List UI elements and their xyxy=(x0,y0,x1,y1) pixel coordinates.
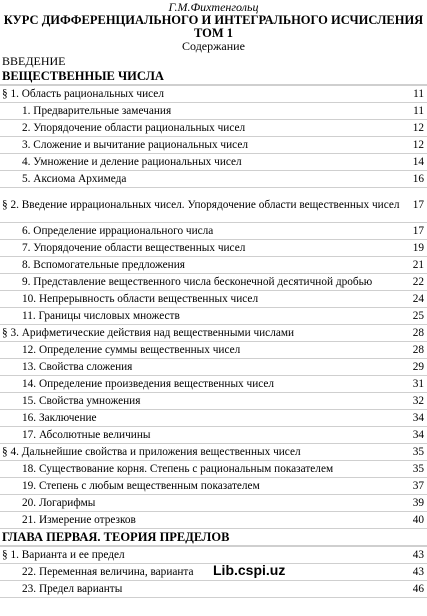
toc-entry-page: 32 xyxy=(412,395,424,407)
toc-row[interactable] xyxy=(0,427,427,444)
toc-entry-page: 25 xyxy=(412,310,424,322)
section-heading-real-numbers: ВЕЩЕСТВЕННЫЕ ЧИСЛА xyxy=(0,68,427,85)
toc-entry-title: 13. Свойства сложения xyxy=(22,361,133,373)
toc-row[interactable] xyxy=(0,461,427,478)
toc-row[interactable] xyxy=(0,274,427,291)
toc-entry-page: 34 xyxy=(412,429,424,441)
toc-entry-page: 24 xyxy=(412,293,424,305)
toc-entry-page: 12 xyxy=(412,122,424,134)
toc-entry-title: 20. Логарифмы xyxy=(22,497,96,509)
toc-row[interactable] xyxy=(0,393,427,410)
toc-entry-page: 17 xyxy=(412,199,424,211)
toc-entry-title: § 1. Область рациональных чисел xyxy=(2,88,164,100)
toc-entry-title: 9. Представление вещественного числа бесконечной десятичной дробью xyxy=(22,276,373,288)
toc-entry-page: 40 xyxy=(412,514,424,526)
section-heading-limits: ГЛАВА ПЕРВАЯ. ТЕОРИЯ ПРЕДЕЛОВ xyxy=(0,529,427,546)
toc-row[interactable] xyxy=(0,137,427,154)
toc-entry-page: 11 xyxy=(413,88,424,100)
toc-entry-page: 28 xyxy=(412,327,424,339)
toc-entry-title: 6. Определение иррационального числа xyxy=(22,225,214,237)
toc-entry-title: 14. Определение произведения вещественных чисел xyxy=(22,378,275,390)
author: Г.М.Фихтенгольц xyxy=(168,0,259,14)
toc-entry-page: 12 xyxy=(412,139,424,151)
toc-entry-title: § 3. Арифметические действия над вещественными числами xyxy=(2,327,295,339)
toc-row[interactable] xyxy=(0,257,427,274)
toc-row[interactable] xyxy=(0,291,427,308)
toc-entry-page: 35 xyxy=(412,463,424,475)
contents-heading: Содержание xyxy=(182,39,245,53)
toc-entry-page: 43 xyxy=(412,549,424,561)
toc-entry-title: 22. Переменная величина, варианта xyxy=(22,566,194,578)
toc-row[interactable] xyxy=(0,495,427,512)
toc-row[interactable] xyxy=(0,325,427,342)
toc-row[interactable] xyxy=(0,342,427,359)
toc-entry-page: 22 xyxy=(412,276,424,288)
toc-entry-page: 29 xyxy=(412,361,424,373)
toc-row[interactable] xyxy=(0,171,427,188)
toc-entry-title: 5. Аксиома Архимеда xyxy=(22,173,127,185)
toc-row[interactable] xyxy=(0,512,427,529)
toc-entry-page: 17 xyxy=(412,225,424,237)
toc-entry-page: 19 xyxy=(412,242,424,254)
toc-entry-page: 11 xyxy=(413,105,424,117)
toc-row[interactable] xyxy=(0,359,427,376)
toc-entry-page: 31 xyxy=(412,378,424,390)
toc-entry-page: 39 xyxy=(412,497,424,509)
watermark: Lib.cspi.uz xyxy=(213,562,286,578)
toc-entry-title: 8. Вспомогательные предложения xyxy=(22,259,185,271)
toc-entry-page: 35 xyxy=(412,446,424,458)
toc-entry-page: 46 xyxy=(412,583,424,595)
toc-entry-title: 10. Непрерывность области вещественных чисел xyxy=(22,293,259,305)
toc-entry-title: § 1. Варианта и ее предел xyxy=(2,549,125,561)
toc-row[interactable] xyxy=(0,86,427,103)
intro-heading: ВВЕДЕНИЕ xyxy=(2,54,66,68)
toc-entry-title: 3. Сложение и вычитание рациональных чисел xyxy=(22,139,248,151)
toc-entry-page: 43 xyxy=(412,566,424,578)
toc-entry-page: 28 xyxy=(412,344,424,356)
toc-entry-title: 19. Степень с любым вещественным показателем xyxy=(22,480,260,492)
toc-entry-title: 21. Измерение отрезков xyxy=(22,514,136,526)
toc-row[interactable] xyxy=(0,188,427,223)
toc-entry-title: 16. Заключение xyxy=(22,412,97,424)
toc-row[interactable] xyxy=(0,308,427,325)
toc-entry-title: 7. Упорядочение области вещественных чисел xyxy=(22,242,246,254)
toc-row[interactable] xyxy=(0,223,427,240)
toc-entry-title: 12. Определение суммы вещественных чисел xyxy=(22,344,241,356)
toc-row[interactable] xyxy=(0,154,427,171)
toc-entry-page: 34 xyxy=(412,412,424,424)
toc-entry-title: § 4. Дальнейшие свойства и приложения вещественных чисел xyxy=(2,446,301,458)
toc-entry-page: 14 xyxy=(412,156,424,168)
toc-table-real-numbers xyxy=(0,85,427,529)
toc-row[interactable] xyxy=(0,581,427,598)
toc-entry-title: 1. Предварительные замечания xyxy=(22,105,172,117)
toc-entry-title: 4. Умножение и деление рациональных чисел xyxy=(22,156,242,168)
toc-entry-title: 23. Предел варианты xyxy=(22,583,123,595)
toc-entry-title: 2. Упорядочение области рациональных чисел xyxy=(22,122,246,134)
toc-entry-page: 21 xyxy=(412,259,424,271)
toc-entry-page: 16 xyxy=(412,173,424,185)
toc-entry-page: 37 xyxy=(412,480,424,492)
toc-row[interactable] xyxy=(0,478,427,495)
toc-row[interactable] xyxy=(0,103,427,120)
toc-row[interactable] xyxy=(0,410,427,427)
toc-row[interactable] xyxy=(0,444,427,461)
toc-entry-title: 11. Границы числовых множеств xyxy=(22,310,180,322)
toc-row[interactable] xyxy=(0,376,427,393)
document-header xyxy=(0,1,427,53)
book-title: КУРС ДИФФЕРЕНЦИАЛЬНОГО И ИНТЕГРАЛЬНОГО ИСЧИСЛЕНИЯ xyxy=(3,13,424,27)
toc-entry-title: 18. Существование корня. Степень с рациональным показателем xyxy=(22,463,334,475)
toc-row[interactable] xyxy=(0,120,427,137)
toc-entry-title: 17. Абсолютные величины xyxy=(22,429,151,441)
toc-entry-title: § 2. Введение иррациональных чисел. Упорядочение области вещественных чисел xyxy=(2,198,400,211)
toc-entry-title: 15. Свойства умножения xyxy=(22,395,141,407)
volume-label: ТОМ 1 xyxy=(193,26,234,40)
toc-row[interactable] xyxy=(0,240,427,257)
